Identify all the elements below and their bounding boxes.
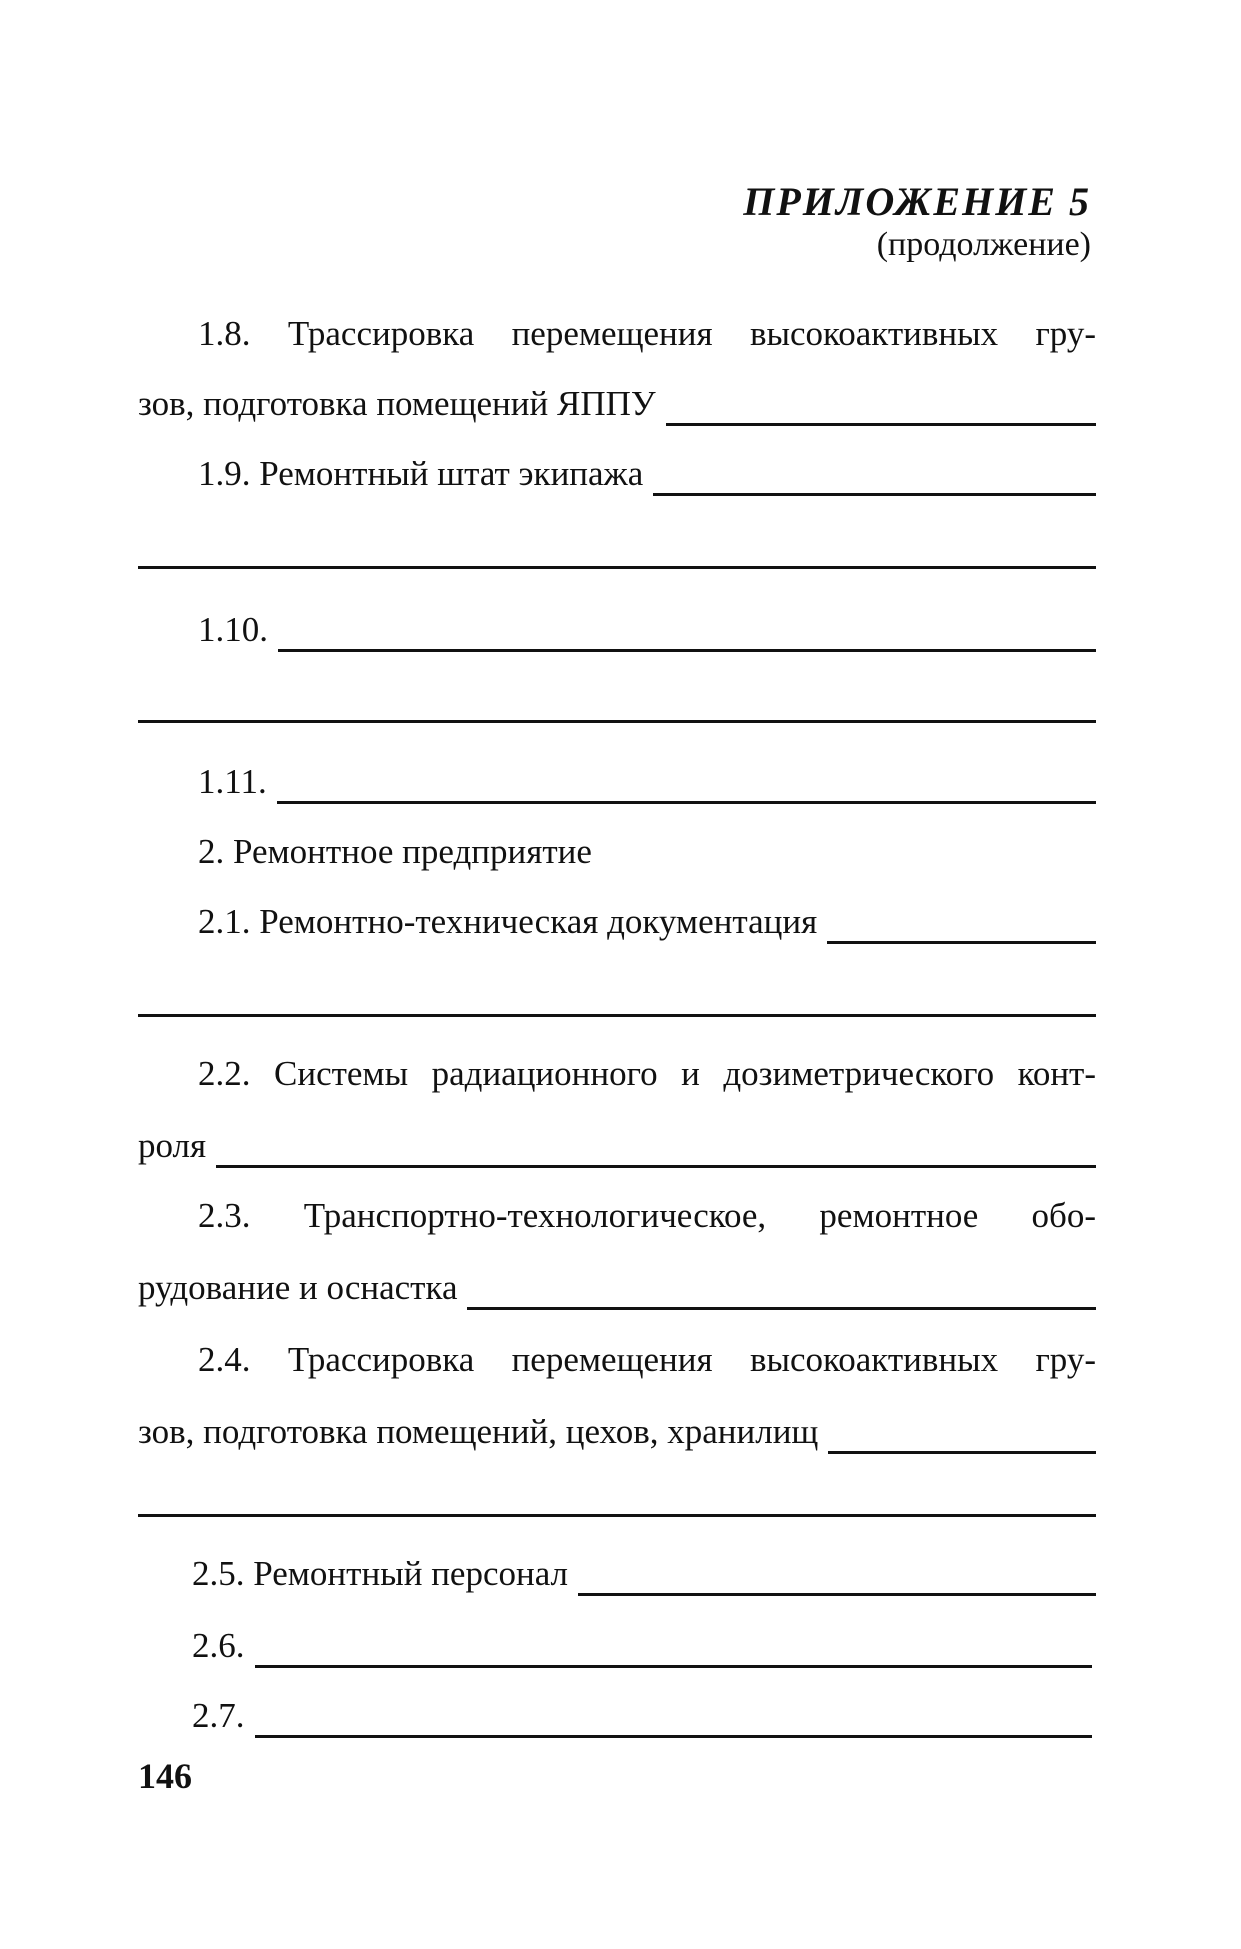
- item-2-4-line2: [138, 1410, 1096, 1454]
- fill-in-blank[interactable]: [653, 463, 1096, 496]
- item-2-6: [192, 1624, 1092, 1668]
- item-2-2-text-cont: роля: [138, 1126, 207, 1165]
- item-2-7-text: 2.7.: [192, 1696, 245, 1735]
- item-2-4-text: 2.4. Трассировка перемещения высокоактивных гру-: [198, 1340, 1096, 1379]
- item-1-11: [198, 760, 1096, 804]
- item-2-3-text-cont: рудование и оснастка: [138, 1268, 458, 1307]
- item-2-5: [192, 1552, 1096, 1596]
- item-2-2-text: 2.2. Системы радиационного и дозиметрического конт-: [198, 1054, 1096, 1093]
- item-1-10: [198, 608, 1096, 652]
- item-1-8-line2: [138, 382, 1096, 426]
- fill-in-rule[interactable]: [138, 720, 1096, 723]
- item-1-10-text: 1.10.: [198, 610, 268, 649]
- item-1-9-text: 1.9. Ремонтный штат экипажа: [198, 454, 644, 493]
- item-2: [198, 830, 1096, 874]
- fill-in-rule[interactable]: [138, 566, 1096, 569]
- fill-in-blank[interactable]: [216, 1135, 1096, 1168]
- fill-in-blank[interactable]: [827, 911, 1096, 944]
- item-1-8-text: 1.8. Трассировка перемещения высокоактивных гру-: [198, 314, 1096, 353]
- item-2-1: [198, 900, 1096, 944]
- fill-in-blank[interactable]: [278, 619, 1096, 652]
- fill-in-blank[interactable]: [467, 1277, 1096, 1310]
- item-1-11-text: 1.11.: [198, 762, 267, 801]
- item-2-1-text: 2.1. Ремонтно-техническая документация: [198, 902, 818, 941]
- item-2-6-text: 2.6.: [192, 1626, 245, 1665]
- fill-in-blank[interactable]: [255, 1635, 1093, 1668]
- fill-in-rule[interactable]: [138, 1014, 1096, 1017]
- item-2-4-text-cont: зов, подготовка помещений, цехов, хранилищ: [138, 1412, 819, 1451]
- fill-in-blank[interactable]: [277, 771, 1096, 804]
- page-number: 146: [138, 1756, 192, 1796]
- item-2-3-text: 2.3. Транспортно-технологическое, ремонтное обо-: [198, 1196, 1096, 1235]
- item-2-2-line2: [138, 1124, 1096, 1168]
- fill-in-blank[interactable]: [666, 393, 1096, 426]
- item-2-4-line1: [198, 1338, 1096, 1382]
- fill-in-blank[interactable]: [578, 1563, 1096, 1596]
- item-1-9: [198, 452, 1096, 496]
- item-2-2-line1: [198, 1052, 1096, 1096]
- item-2-3-line2: [138, 1266, 1096, 1310]
- fill-in-blank[interactable]: [255, 1705, 1093, 1738]
- item-2-3-line1: [198, 1194, 1096, 1238]
- item-1-8-text-cont: зов, подготовка помещений ЯППУ: [138, 384, 656, 423]
- item-1-8-line1: [198, 312, 1096, 356]
- fill-in-rule[interactable]: [138, 1514, 1096, 1517]
- fill-in-blank[interactable]: [828, 1421, 1096, 1454]
- item-2-5-text: 2.5. Ремонтный персонал: [192, 1554, 569, 1593]
- appendix-title: ПРИЛОЖЕНИЕ 5: [743, 179, 1091, 224]
- item-2-7: [192, 1694, 1092, 1738]
- appendix-subtitle: (продолжение): [876, 226, 1091, 263]
- item-2-text: 2. Ремонтное предприятие: [198, 832, 592, 871]
